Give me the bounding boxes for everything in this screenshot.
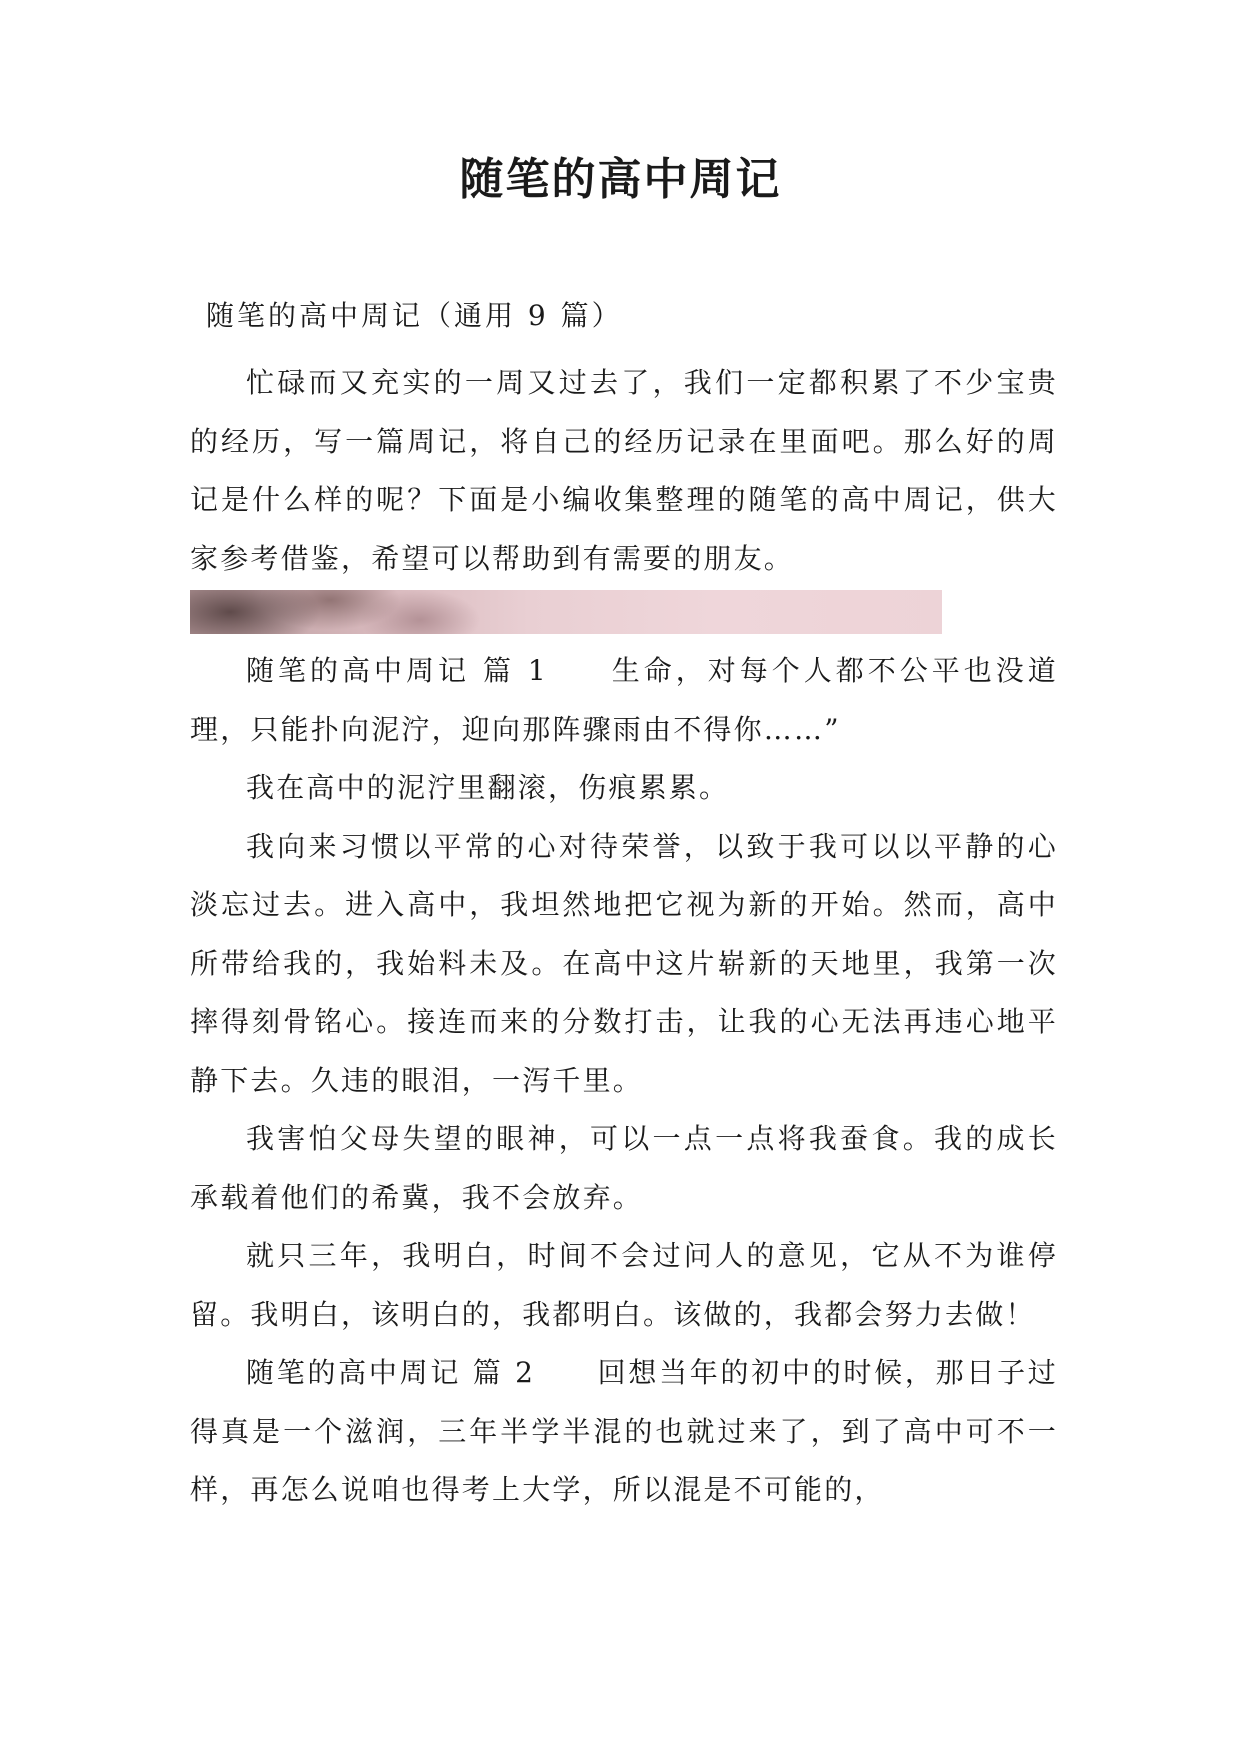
document-body [190, 296, 1058, 1520]
section-1-paragraph: 我在高中的泥泞里翻滚，伤痕累累。 [246, 771, 730, 804]
document-title: 随笔的高中周记 [459, 154, 782, 205]
decorative-banner-image [190, 590, 942, 634]
section-1-paragraph: 我害怕父母失望的眼神，可以一点一点将我蚕食。我的成长承载着他们的希冀，我不会放弃。 [190, 1122, 1058, 1214]
section-2-heading: 随笔的高中周记 篇 2 [246, 1356, 536, 1389]
section-1-first-paragraph [190, 642, 1058, 759]
section-2-lead: 回想当年的初中的时候，那日子过得真是一个滋润，三年半学半混的也就过来了，到了高中可不一样，再怎么说咱也得考上大学，所以混是不可能的， [190, 1356, 1058, 1506]
intro-paragraph: 忙碌而又充实的一周又过去了，我们一定都积累了不少宝贵的经历，写一篇周记，将自己的经历记录在里面吧。那么好的周记是什么样的呢？下面是小编收集整理的随笔的高中周记，供大家参考借鉴，希望可以帮助到有需要的朋友。 [190, 366, 1058, 575]
section-2-first-paragraph [190, 1344, 1058, 1520]
section-1-lead: 生命，对每个人都不公平也没道理，只能扑向泥泞，迎向那阵骤雨由不得你……” [190, 654, 1058, 746]
document-subtitle: 随笔的高中周记（通用 9 篇） [206, 299, 623, 332]
section-1-paragraph: 我向来习惯以平常的心对待荣誉，以致于我可以以平静的心淡忘过去。进入高中，我坦然地把它视为新的开始。然而，高中所带给我的，我始料未及。在高中这片崭新的天地里，我第一次摔得刻骨铭心。接连而来的分数打击，让我的心无法再违心地平静下去。久违的眼泪，一泻千里。 [190, 829, 1058, 1097]
section-1-heading: 随笔的高中周记 篇 1 [246, 654, 548, 687]
section-1-paragraph: 就只三年，我明白，时间不会过问人的意见，它从不为谁停留。我明白，该明白的，我都明白。该做的，我都会努力去做！ [190, 1239, 1058, 1331]
